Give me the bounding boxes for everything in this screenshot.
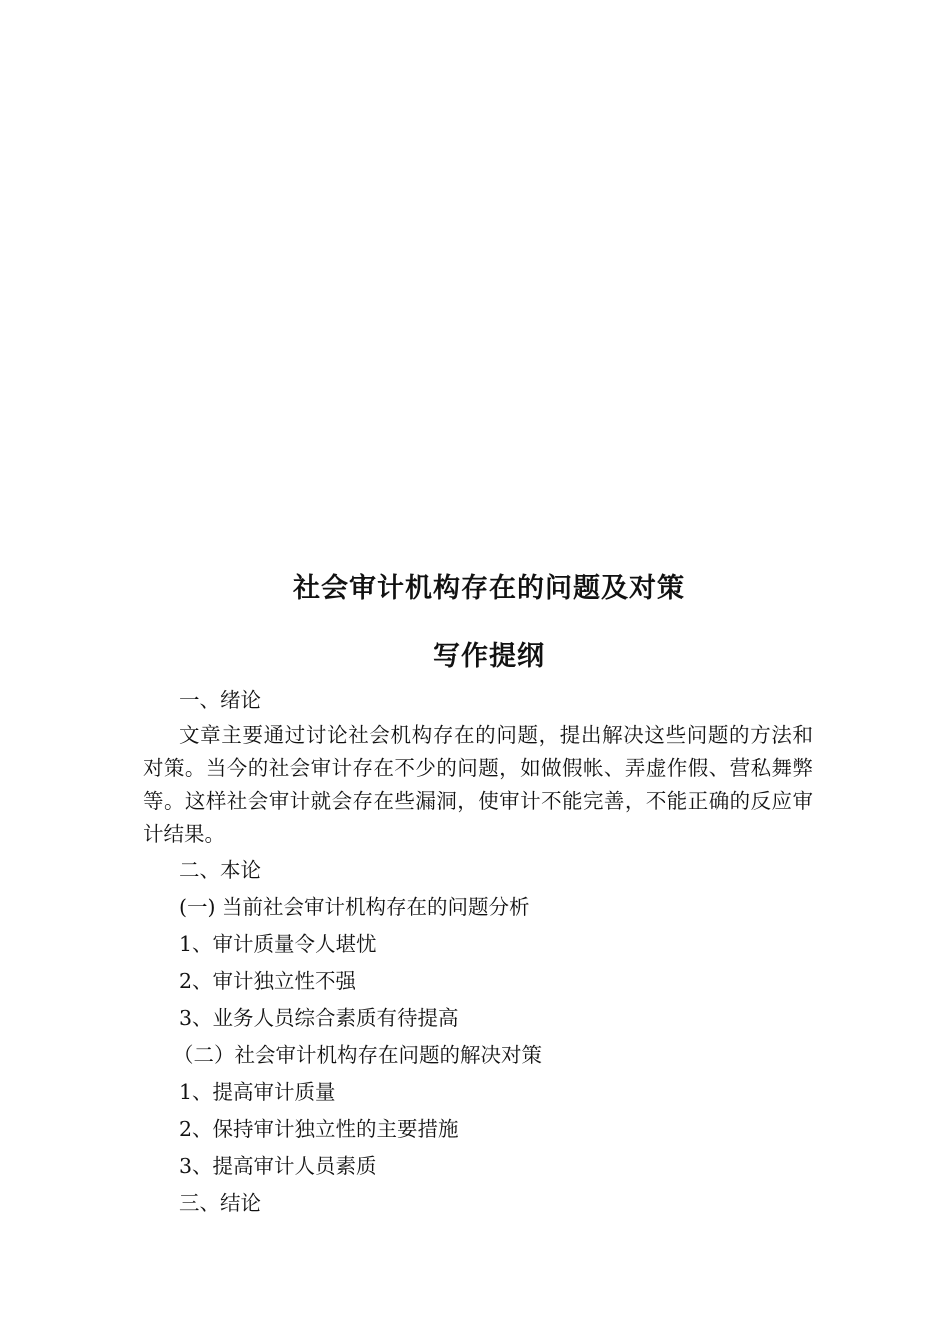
conclusion-heading: 三、结论 <box>179 1191 261 1215</box>
outline-content <box>143 684 813 1222</box>
part1-item: 3、业务人员综合素质有待提高 <box>179 1006 459 1030</box>
intro-paragraph: 文章主要通过讨论社会机构存在的问题，提出解决这些问题的方法和对策。当今的社会审计存在不少的问题，如做假帐、弄虚作假、营私舞弊等。这样社会审计就会存在些漏洞，使审计不能完善，不能正确的反应审计结果。 <box>143 723 813 846</box>
part2-item: 3、提高审计人员素质 <box>179 1154 377 1178</box>
part2-item: 2、保持审计独立性的主要措施 <box>179 1117 459 1141</box>
part1-item: 1、审计质量令人堪忧 <box>179 932 377 956</box>
document-subtitle: 写作提纲 <box>433 641 545 672</box>
intro-heading: 一、绪论 <box>179 688 261 712</box>
part1-item: 2、审计独立性不强 <box>179 969 357 993</box>
body-heading: 二、本论 <box>179 858 261 882</box>
document-title: 社会审计机构存在的问题及对策 <box>293 573 685 604</box>
part2-item: 1、提高审计质量 <box>179 1080 336 1104</box>
part1-heading: (一) 当前社会审计机构存在的问题分析 <box>179 895 530 919</box>
part2-heading: （二）社会审计机构存在问题的解决对策 <box>173 1043 542 1067</box>
